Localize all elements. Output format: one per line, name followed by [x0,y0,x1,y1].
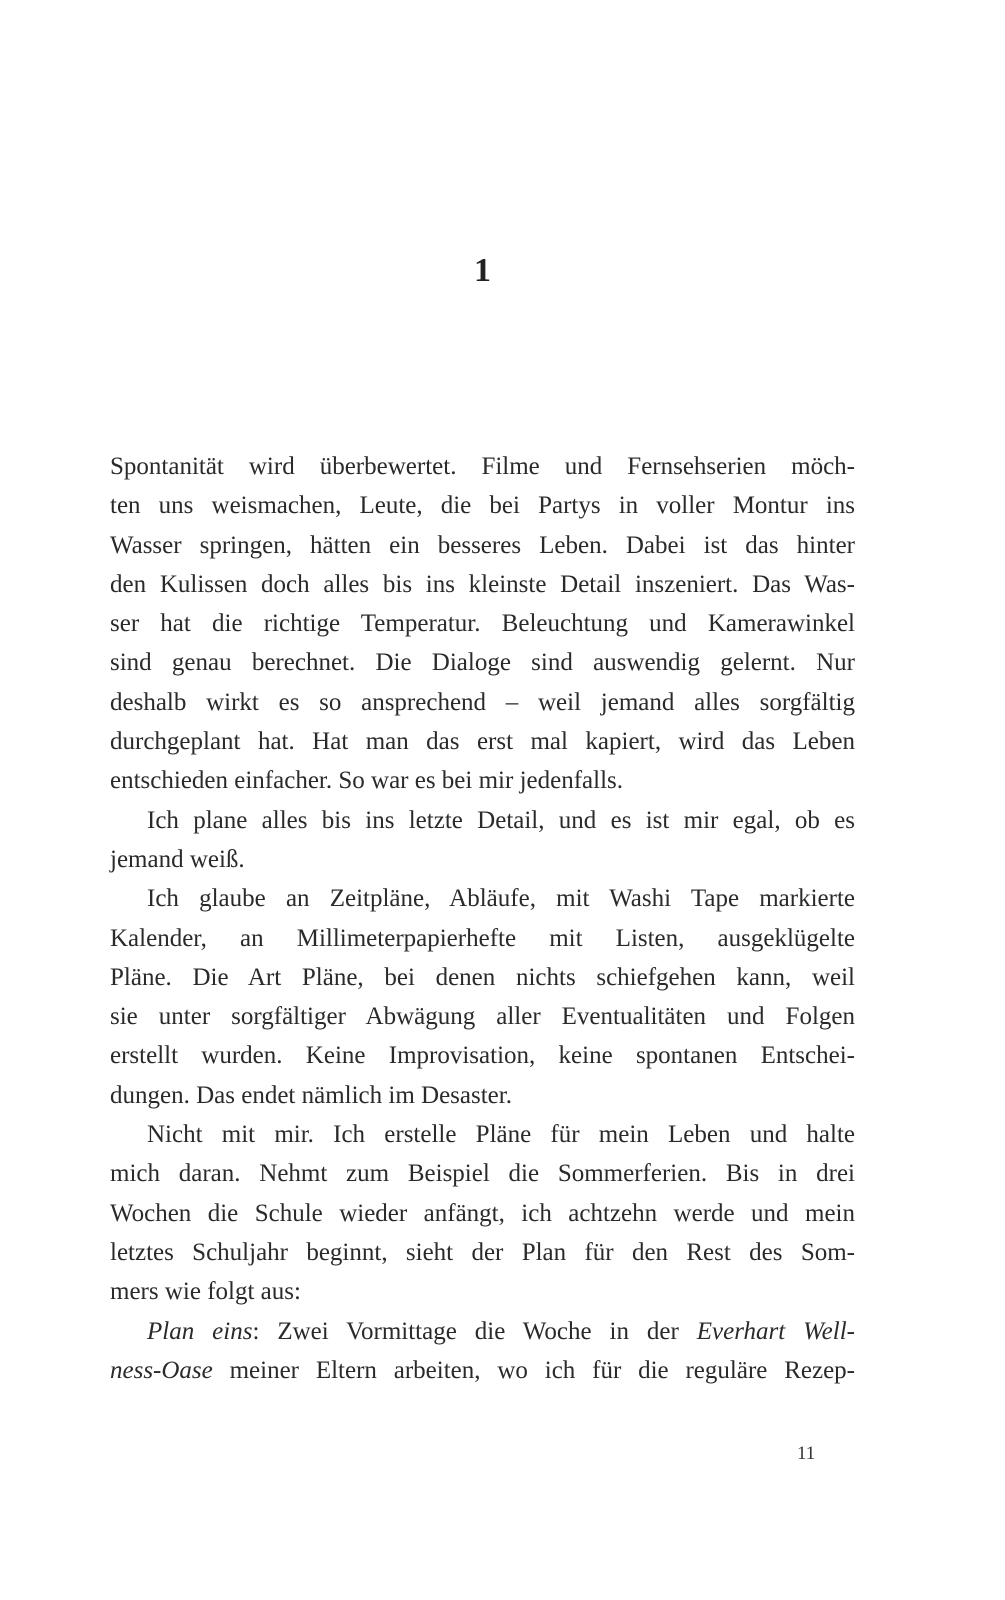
text-line [110,1154,855,1193]
text-segment: Pläne. Die Art Pläne, bei denen nichts schiefgehen kann, weil [110,963,855,991]
italic-text: ness-Oase [110,1356,213,1384]
page-number: 11 [797,1443,816,1464]
text-segment: Ich plane alles bis ins letzte Detail, und es ist mir egal, ob es [147,806,855,834]
text-segment: entschieden einfacher. So war es bei mir jedenfalls. [110,767,624,795]
text-segment: Kalender, an Millimeterpapierhefte mit Listen, ausgeklügelte [110,924,855,952]
text-line [110,761,855,800]
text-line [110,1115,855,1154]
chapter-number: 1 [474,252,491,289]
text-segment: durchgeplant hat. Hat man das erst mal kapiert, wird das Leben [110,728,855,756]
italic-text: Everhart Well- [696,1317,855,1345]
text-segment: ser hat die richtige Temperatur. Beleuchtung und Kamerawinkel [110,610,855,638]
text-segment: deshalb wirkt es so ansprechend – weil jemand alles sorgfältig [110,688,855,716]
text-line [110,526,855,565]
text-line [110,1272,855,1311]
text-segment: mich daran. Nehmt zum Beispiel die Sommerferien. Bis in drei [110,1160,855,1188]
text-line [110,447,855,486]
text-segment: Wochen die Schule wieder anfängt, ich achtzehn werde und mein [110,1199,855,1227]
text-line [110,840,855,879]
text-segment: ten uns weismachen, Leute, die bei Partys in voller Montur ins [110,492,855,520]
text-segment: erstellt wurden. Keine Improvisation, keine spontanen Entschei- [110,1042,855,1070]
text-line [110,919,855,958]
text-segment: letztes Schuljahr beginnt, sieht der Plan für den Rest des Som- [110,1238,855,1266]
body-text [110,447,855,1390]
text-segment: meiner Eltern arbeiten, wo ich für die reguläre Rezep- [212,1356,855,1384]
text-line [110,997,855,1036]
text-line [110,1194,855,1233]
text-line [110,722,855,761]
text-line [110,565,855,604]
text-segment: : Zwei Vormittage die Woche in der [252,1317,697,1345]
text-segment: Ich glaube an Zeitpläne, Abläufe, mit Washi Tape markierte [147,885,855,913]
text-segment: Nicht mit mir. Ich erstelle Pläne für mein Leben und halte [147,1121,855,1149]
text-segment: Spontanität wird überbewertet. Filme und Fernsehserien möch- [110,453,855,480]
text-line [110,801,855,840]
text-line [110,1351,855,1390]
text-line [110,486,855,525]
text-segment: dungen. Das endet nämlich im Desaster. [110,1081,512,1109]
text-line [110,1036,855,1075]
text-line [110,643,855,682]
text-segment: Wasser springen, hätten ein besseres Leben. Dabei ist das hinter [110,531,855,559]
italic-text: Plan eins [147,1317,253,1345]
text-line [110,1312,855,1351]
text-segment: jemand weiß. [110,845,245,873]
text-segment: sie unter sorgfältiger Abwägung aller Eventualitäten und Folgen [110,1003,855,1031]
text-segment: den Kulissen doch alles bis ins kleinste Detail inszeniert. Das Was- [110,570,855,598]
text-line [110,604,855,643]
text-line [110,683,855,722]
text-line [110,879,855,918]
text-line [110,958,855,997]
text-line [110,1076,855,1115]
text-line [110,1233,855,1272]
text-segment: sind genau berechnet. Die Dialoge sind auswendig gelernt. Nur [110,649,855,677]
text-segment: mers wie folgt aus: [110,1278,301,1306]
